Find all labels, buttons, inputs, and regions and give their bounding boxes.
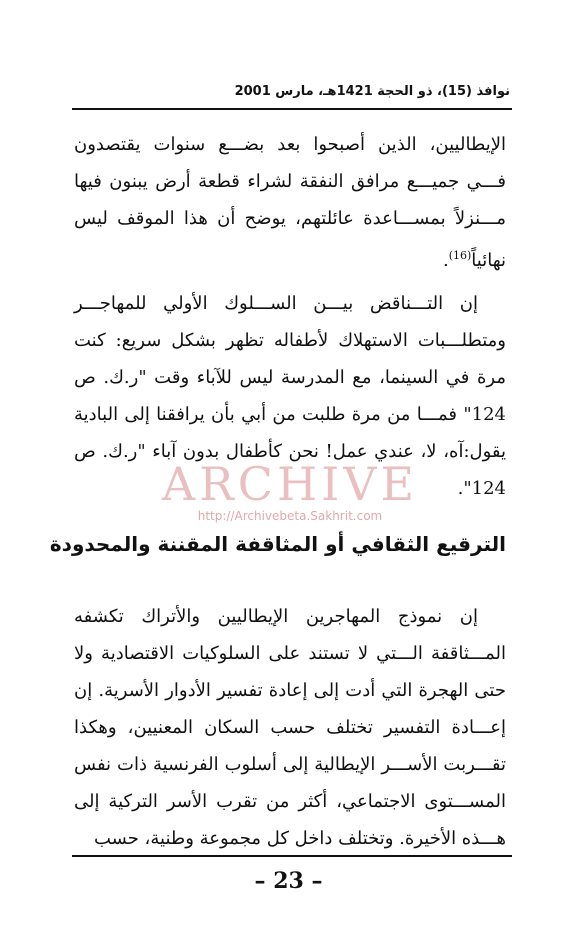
section-heading: الترقيع الثقافي أو المثاقفة المقننة والمحدودة [49, 532, 506, 556]
paragraph-1-text: الإيطاليين، الذين أصبحوا بعد بضـــع سنوات يقتصدون فـــي جميـــع مرافق النفقة لشراء قطعة أرض يبنون فيها مـــنزلاً بمســـاعدة عائلتهم، يوضح أن هذا الموقف ليس نهائياً [74, 134, 506, 271]
footnote-reference: (16) [448, 249, 472, 262]
footer-divider [72, 855, 512, 857]
paragraph-3 [74, 598, 506, 857]
running-header: نوافذ (15)، ذو الحجة 1421هـ، مارس 2001 [234, 84, 510, 99]
paragraph-2-text: إن التـــناقض بيـــن الســـلوك الأولي للمهاجـــر ومتطلـــبات الاستهلاك لأطفاله تظهر بشكل سريع: كنت مرة في السينما، مع المدرسة ليس للآباء وقت "ر.ك. ص 124" فمـــا من مرة طلبت من أبي بأن يرافقنا إلى البادية يقول:آه، لا، عندي عمل! نحن كأطفال بدون آباء "ر.ك. ص 124". [74, 293, 506, 499]
paragraph-1 [74, 126, 506, 279]
watermark-url: http://Archivebeta.Sakhrit.com [197, 509, 383, 523]
paragraph-1-end: . [442, 250, 449, 271]
page-number: – 23 – [254, 868, 323, 894]
paragraph-3-text: إن نموذج المهاجرين الإيطاليين والأتراك تكشفه المـــثاقفة الـــتي لا تستند على السلوكيات الاقتصادية ولا حتى الهجرة التي أدت إلى إعادة تفسير الأدوار الأسرية. إن إعـــادة التفسير تختلف حسب السكان المعنيين، وهكذا تقـــربت الأســـر الإيطالية إلى أسلوب الفرنسية ذات نفس المســـتوى الاجتماعي، أكثر من تقرب الأسر التركية إلى هـــذه الأخيرة. وتختلف داخل كل مجموعة وطنية، حسب [74, 606, 506, 849]
header-divider [72, 108, 512, 110]
paragraph-2 [74, 285, 506, 507]
watermark-logo: ARCHIVE [161, 457, 419, 511]
